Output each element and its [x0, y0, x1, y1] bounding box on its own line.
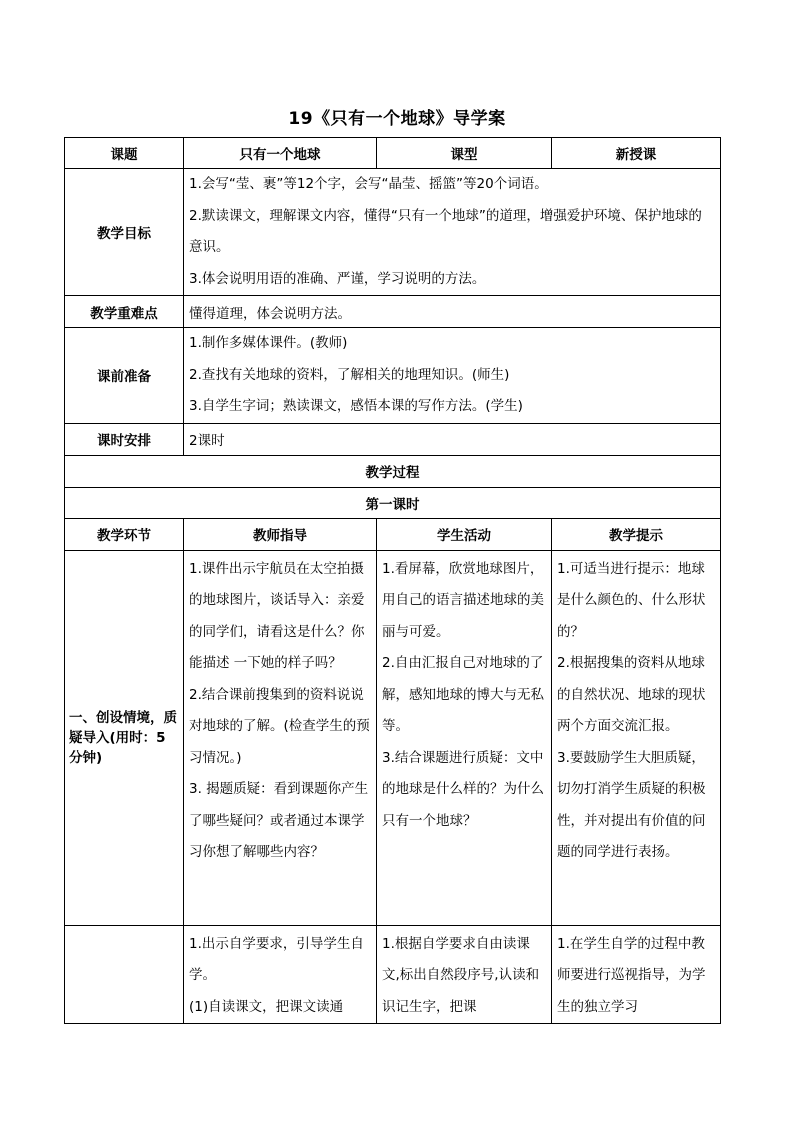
student-step: 1.看屏幕，欣赏地球图片，用自己的语言描述地球的美丽与可爱。: [382, 560, 544, 640]
header-row: [65, 138, 721, 169]
lesson-type-label: 课型: [377, 138, 552, 169]
teacher-step: 1.课件出示宇航员在太空拍摄的地球图片，谈话导入：亲爱的同学们，请看这是什么？你能描述 一下她的样子吗？: [189, 560, 365, 671]
stage-label: [65, 925, 184, 1024]
preparation-item: 3.自学生字词；熟读课文，感悟本课的写作方法。(学生): [189, 398, 523, 414]
teacher-step: 3. 揭题质疑：看到课题你产生了哪些疑问？或者通过本课学习你想了解哪些内容？: [189, 781, 369, 860]
topic-value: 只有一个地球: [184, 138, 377, 169]
teacher-step: 2.结合课前搜集到的资料说说对地球的了解。(检查学生的预习情况。): [189, 686, 370, 766]
objectives-content: [184, 169, 721, 296]
student-step: 2.自由汇报自己对地球的了解，感知地球的博大与无私等。: [382, 655, 544, 734]
student-step: 3.结合课题进行质疑：文中的地球是什么样的？为什么只有一个地球？: [382, 749, 544, 829]
column-header: 教学环节: [65, 518, 184, 550]
column-header: 教学提示: [552, 518, 721, 550]
process-title: 教学过程: [65, 455, 721, 487]
lesson-plan-table: [64, 137, 721, 1024]
preparation-label: 课前准备: [65, 328, 184, 424]
student-activity: [377, 550, 552, 925]
column-header-row: [65, 518, 721, 550]
column-header: 教师指导: [184, 518, 377, 550]
preparation-item: 1.制作多媒体课件。(教师): [189, 335, 348, 351]
teacher-step: 1.出示自学要求，引导学生自学。: [189, 935, 364, 983]
student-activity: [377, 925, 552, 1024]
keypoints-text: 懂得道理，体会说明方法。: [184, 296, 721, 328]
lesson-title-row: [65, 487, 721, 518]
objectives-row: [65, 169, 721, 296]
objective-item: 1.会写“莹、裹”等12个字，会写“晶莹、摇篮”等20个词语。: [189, 176, 548, 192]
teaching-tips: [552, 550, 721, 925]
schedule-row: [65, 423, 721, 455]
process-title-row: [65, 455, 721, 487]
student-step: 1.根据自学要求自由读课文,标出自然段序号,认读和识记生字，把课: [382, 935, 540, 1015]
table-row: [65, 550, 721, 925]
schedule-text: 2课时: [184, 423, 721, 455]
teacher-guidance: [184, 550, 377, 925]
objective-item: 3.体会说明用语的准确、严谨，学习说明的方法。: [189, 270, 486, 287]
objective-item: 2.默读课文，理解课文内容，懂得“只有一个地球”的道理，增强爱护环境、保护地球的意识。: [189, 207, 702, 255]
tip-step: 3.要鼓励学生大胆质疑，切勿打消学生质疑的积极性，并对提出有价值的问题的同学进行表扬。: [557, 749, 706, 860]
document-title: 19《只有一个地球》导学案: [288, 109, 506, 129]
tip-step: 1.可适当进行提示：地球是什么颜色的、什么形状的？: [557, 560, 706, 640]
preparation-item: 2.查找有关地球的资料，了解相关的地理知识。(师生): [189, 366, 510, 383]
topic-label: 课题: [65, 138, 184, 169]
objectives-label: 教学目标: [65, 169, 184, 296]
preparation-content: [184, 328, 721, 424]
lesson-type-value: 新授课: [552, 138, 721, 169]
teacher-step: (1)自读课文，把课文读通: [189, 998, 344, 1015]
lesson-title: 第一课时: [65, 487, 721, 518]
tip-step: 1.在学生自学的过程中教 师要进行巡视指导，为学生的独立学习: [557, 935, 706, 1015]
stage-label: 一、创设情境，质疑导入(用时：5分钟): [65, 550, 184, 925]
keypoints-row: [65, 296, 721, 328]
teacher-guidance: [184, 925, 377, 1024]
teaching-tips: [552, 925, 721, 1024]
preparation-row: [65, 328, 721, 424]
schedule-label: 课时安排: [65, 423, 184, 455]
table-row: [65, 925, 721, 1024]
column-header: 学生活动: [377, 518, 552, 550]
tip-step: 2.根据搜集的资料从地球的自然状况、地球的现状两个方面交流汇报。: [557, 655, 706, 734]
keypoints-label: 教学重难点: [65, 296, 184, 328]
